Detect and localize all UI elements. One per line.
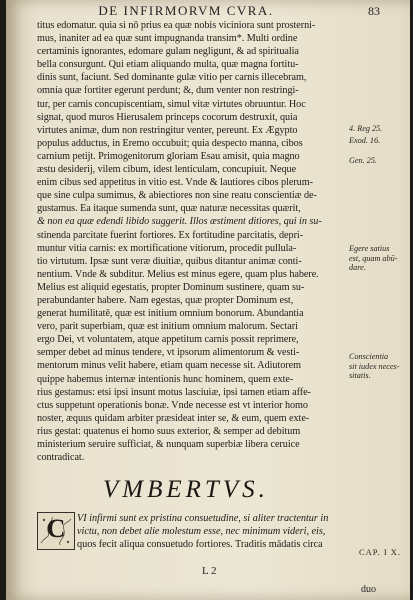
text-line: quippe habemus internæ intentionis hunc hominem, quem exte-	[37, 373, 294, 385]
body-text	[37, 19, 350, 464]
margin-note-line: sit iudex neces-	[349, 361, 400, 371]
decorated-initial	[37, 512, 75, 550]
book-page	[6, 0, 410, 600]
text-line: VI infirmi sunt ex pristina consuetudine, si aliter tractentur in	[77, 513, 329, 524]
text-line: mus, inaniter ad ea quæ sunt impugnanda transim*. Multi ordine	[37, 33, 298, 45]
initial-letter: C	[46, 514, 66, 543]
margin-note-line: Gen. 25.	[349, 156, 377, 165]
text-line: que sine culpa sumimus, & abiectiores non sine reatu conscientiæ de-	[37, 190, 317, 202]
text-line: rius gestat: quatenus ei homo suus exterior, & semper ad debitum	[37, 425, 301, 437]
text-line: ergo Dei, vt voluntatem, atque appetitum carnis possit reprimere,	[37, 334, 299, 346]
text-line: contradicat.	[37, 452, 85, 464]
page-number: 83	[368, 4, 380, 18]
text-line: gustamus. Ea itaque sumenda sunt, quæ naturæ necessitas quærit,	[37, 203, 301, 215]
running-head	[6, 3, 410, 19]
text-line: Melius est aliquid egestatis, propter Dominum sustinere, quam su-	[37, 281, 305, 293]
text-line: enim cibus sed appetitus in vitio est. Vnde & lautiores cibos plerum-	[37, 177, 313, 189]
text-line: certaminis ignorantes, edomare gulam negligunt, & ad spiritualia	[37, 46, 299, 58]
catchword: duo	[361, 584, 376, 595]
margin-note	[349, 156, 377, 166]
text-line: bella consurgunt. Qui etiam aliquando multa, quæ magna fortitu-	[37, 59, 299, 71]
section-heading: VMBERTVS.	[103, 476, 269, 503]
text-line: ministerium seruire sufficiat, & nunquam superbiæ libera ceruice	[37, 439, 300, 450]
text-line: populus adductus, in Eremo occubuit; quia despecto manna, cibos	[37, 137, 303, 149]
margin-note-line: Egere satius	[349, 244, 390, 253]
text-line: generat humilitatē, quæ est initium omnium bonorum. Abundantia	[37, 308, 304, 320]
text-line: carnium petijt. Primogenitorum gloriam Esau amisit, quia magno	[37, 150, 300, 162]
margin-note-line: 4. Reg 25.	[349, 124, 383, 133]
section-text	[77, 512, 349, 552]
text-line: tur, per carnis concupiscentiam, simul vitæ virtutes obruuntur. Hoc	[37, 98, 306, 110]
text-line: vero, parit superbiam, quæ est initium omnium malorum. Sectari	[37, 321, 298, 333]
text-line: titus edomatur. quia si nō prius ea quæ nobis viciniora sunt prosterni-	[37, 20, 316, 31]
text-line: omnia quæ fortiter egerunt perdunt; &, dum venter non restringi-	[37, 85, 299, 97]
chapter-label: CAP. I X.	[359, 547, 402, 557]
text-line: rius gestamus: etsi ipsi insunt motus lasciuiæ, ipsi tamen etiam affe-	[37, 386, 311, 398]
text-line: tio virtutum. Ipsæ sunt veræ diuitiæ, quibus ditantur animæ conti-	[37, 255, 302, 267]
margin-note-line: Conscientia	[349, 352, 389, 361]
text-line: ctus suppetunt operationis bonæ. Vnde necesse est vt interior homo	[37, 399, 308, 411]
text-line: dinis sunt, faciunt. Sed dominante gulæ vitio per carnis illecebram,	[37, 72, 307, 84]
margin-note	[349, 352, 399, 381]
text-line: semper debet ad minus tendere, vt ipsorum alimentorum & vesti-	[37, 347, 300, 359]
margin-note-line: sitatis.	[349, 371, 371, 380]
margin-note	[349, 136, 380, 146]
margin-note	[349, 124, 382, 134]
text-line: & non ea quæ edendi libido suggerit. Illos æstiment ditiores, qui in su-	[37, 216, 322, 228]
margin-note	[349, 244, 397, 273]
margin-note-line: dare.	[349, 263, 366, 272]
text-line: nentium. Vnde & subditur. Melius est minus egere, quam plus habere.	[37, 268, 319, 280]
signature-mark: L 2	[202, 565, 217, 577]
text-line: signat, quod muros Hierusalem princeps cocorum destruxit, quia	[37, 111, 298, 123]
text-line: virtutes animæ, dum non restringitur venter, pereunt. Ex Ægypto	[37, 124, 298, 136]
text-line: stinenda parcitate fuerint fortiores. Ex fortitudine parcitatis, depri-	[37, 229, 304, 241]
margin-note-line: est, quam abū-	[349, 253, 398, 263]
running-title: DE INFIRMORVM CVRA.	[98, 3, 274, 18]
margin-note-line: Exod. 16.	[349, 136, 381, 145]
text-line: perabundanter habere. Nam egestas, quæ propter Dominum est,	[37, 294, 294, 306]
text-line: noster, æquus quidam arbiter præsideat inter se, & eum, quem exte-	[37, 412, 310, 424]
text-line: mentorum minus velit habere, etiam quam necesse sit. Adiutorem	[37, 360, 301, 372]
text-line: quos fecit aliqua consuetudo fortiores. Traditis mādatis circa	[77, 539, 323, 551]
text-line: æstu desiderij, vilem cibum, idest lenticulam, concupiuit. Neque	[37, 164, 297, 176]
text-line: victu, non debet alie molestum esse, nec minimum videri, eis,	[77, 526, 326, 538]
text-line: muntur vitia carnis: ex mortificatione vitiorum, procedit pullula-	[37, 242, 297, 254]
